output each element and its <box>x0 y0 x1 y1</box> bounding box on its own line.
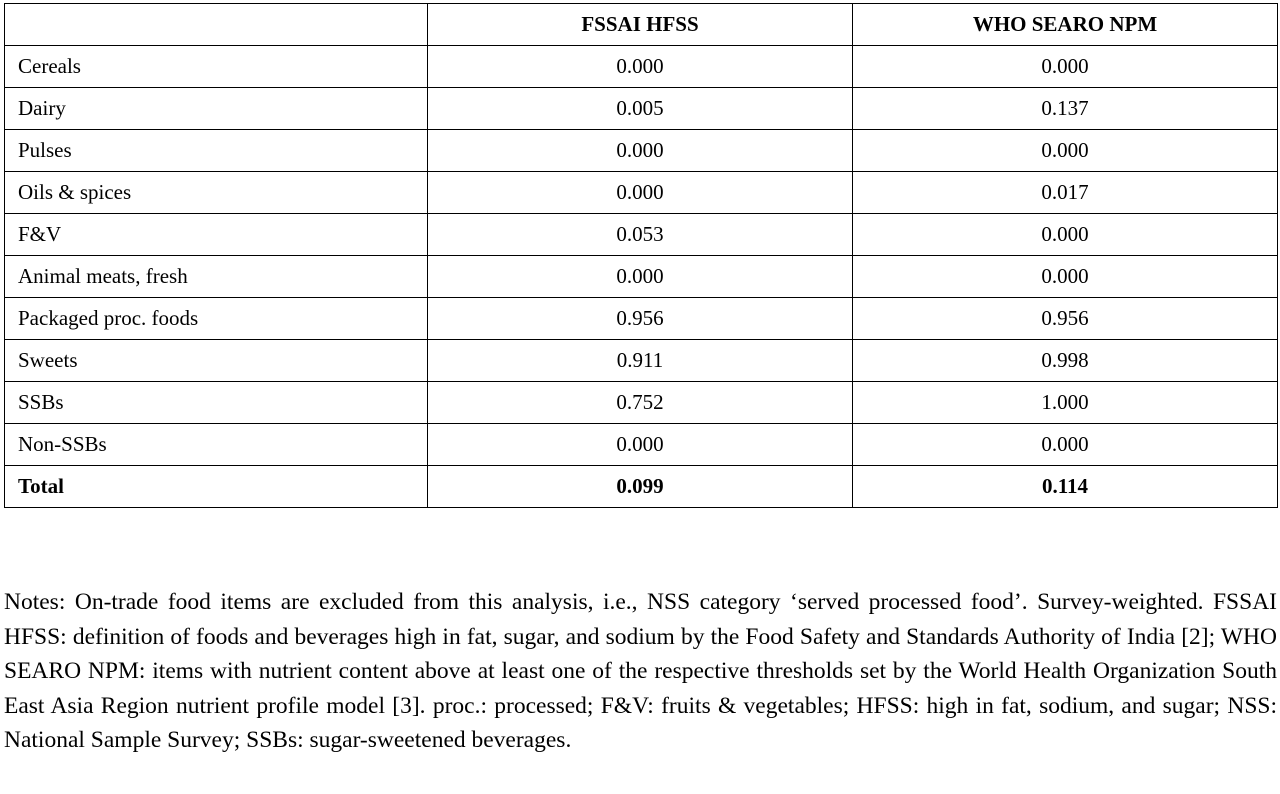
fssai-value: 0.000 <box>428 172 853 214</box>
row-label: Non-SSBs <box>5 424 428 466</box>
row-label: Cereals <box>5 46 428 88</box>
total-row <box>5 466 1278 508</box>
row-label: Pulses <box>5 130 428 172</box>
who-value: 0.998 <box>853 340 1278 382</box>
who-value: 0.956 <box>853 298 1278 340</box>
who-value: 0.000 <box>853 424 1278 466</box>
header-fssai-hfss: FSSAI HFSS <box>428 4 853 46</box>
header-who-searo-npm: WHO SEARO NPM <box>853 4 1278 46</box>
results-table <box>4 3 1278 508</box>
row-label: Animal meats, fresh <box>5 256 428 298</box>
fssai-value: 0.000 <box>428 46 853 88</box>
row-label: Packaged proc. foods <box>5 298 428 340</box>
header-category <box>5 4 428 46</box>
fssai-value: 0.000 <box>428 424 853 466</box>
table-row <box>5 340 1278 382</box>
table-row <box>5 88 1278 130</box>
who-value: 0.000 <box>853 130 1278 172</box>
who-value: 0.017 <box>853 172 1278 214</box>
row-label: Total <box>5 466 428 508</box>
fssai-value: 0.000 <box>428 256 853 298</box>
fssai-value: 0.752 <box>428 382 853 424</box>
who-value: 0.114 <box>853 466 1278 508</box>
table-row <box>5 382 1278 424</box>
row-label: F&V <box>5 214 428 256</box>
table-row <box>5 256 1278 298</box>
who-value: 0.000 <box>853 46 1278 88</box>
table-row <box>5 172 1278 214</box>
row-label: Sweets <box>5 340 428 382</box>
table-row <box>5 46 1278 88</box>
table-row <box>5 214 1278 256</box>
who-value: 0.000 <box>853 256 1278 298</box>
fssai-value: 0.911 <box>428 340 853 382</box>
fssai-value: 0.053 <box>428 214 853 256</box>
fssai-value: 0.099 <box>428 466 853 508</box>
table-row <box>5 298 1278 340</box>
fssai-value: 0.005 <box>428 88 853 130</box>
table-body <box>5 46 1278 508</box>
table-row <box>5 130 1278 172</box>
row-label: Oils & spices <box>5 172 428 214</box>
header-row <box>5 4 1278 46</box>
row-label: Dairy <box>5 88 428 130</box>
fssai-value: 0.956 <box>428 298 853 340</box>
fssai-value: 0.000 <box>428 130 853 172</box>
who-value: 0.000 <box>853 214 1278 256</box>
table-notes: Notes: On-trade food items are excluded from this analysis, i.e., NSS category ‘served processed food’. Survey-weighted. FSSAI HFSS: definition of foods and beverages high in fat, sugar, and sodium by the Food Safety and Standards Authority of India [2]; WHO SEARO NPM: items with nutrient content above at least one of the respective thresholds set by the World Health Organization South East Asia Region nutrient profile model [3]. proc.: processed; F&V: fruits & vegetables; HFSS: high in fat, sodium, and sugar; NSS: National Sample Survey; SSBs: sugar-sweetened beverages. <box>4 589 1277 753</box>
table-row <box>5 424 1278 466</box>
who-value: 0.137 <box>853 88 1278 130</box>
who-value: 1.000 <box>853 382 1278 424</box>
row-label: SSBs <box>5 382 428 424</box>
